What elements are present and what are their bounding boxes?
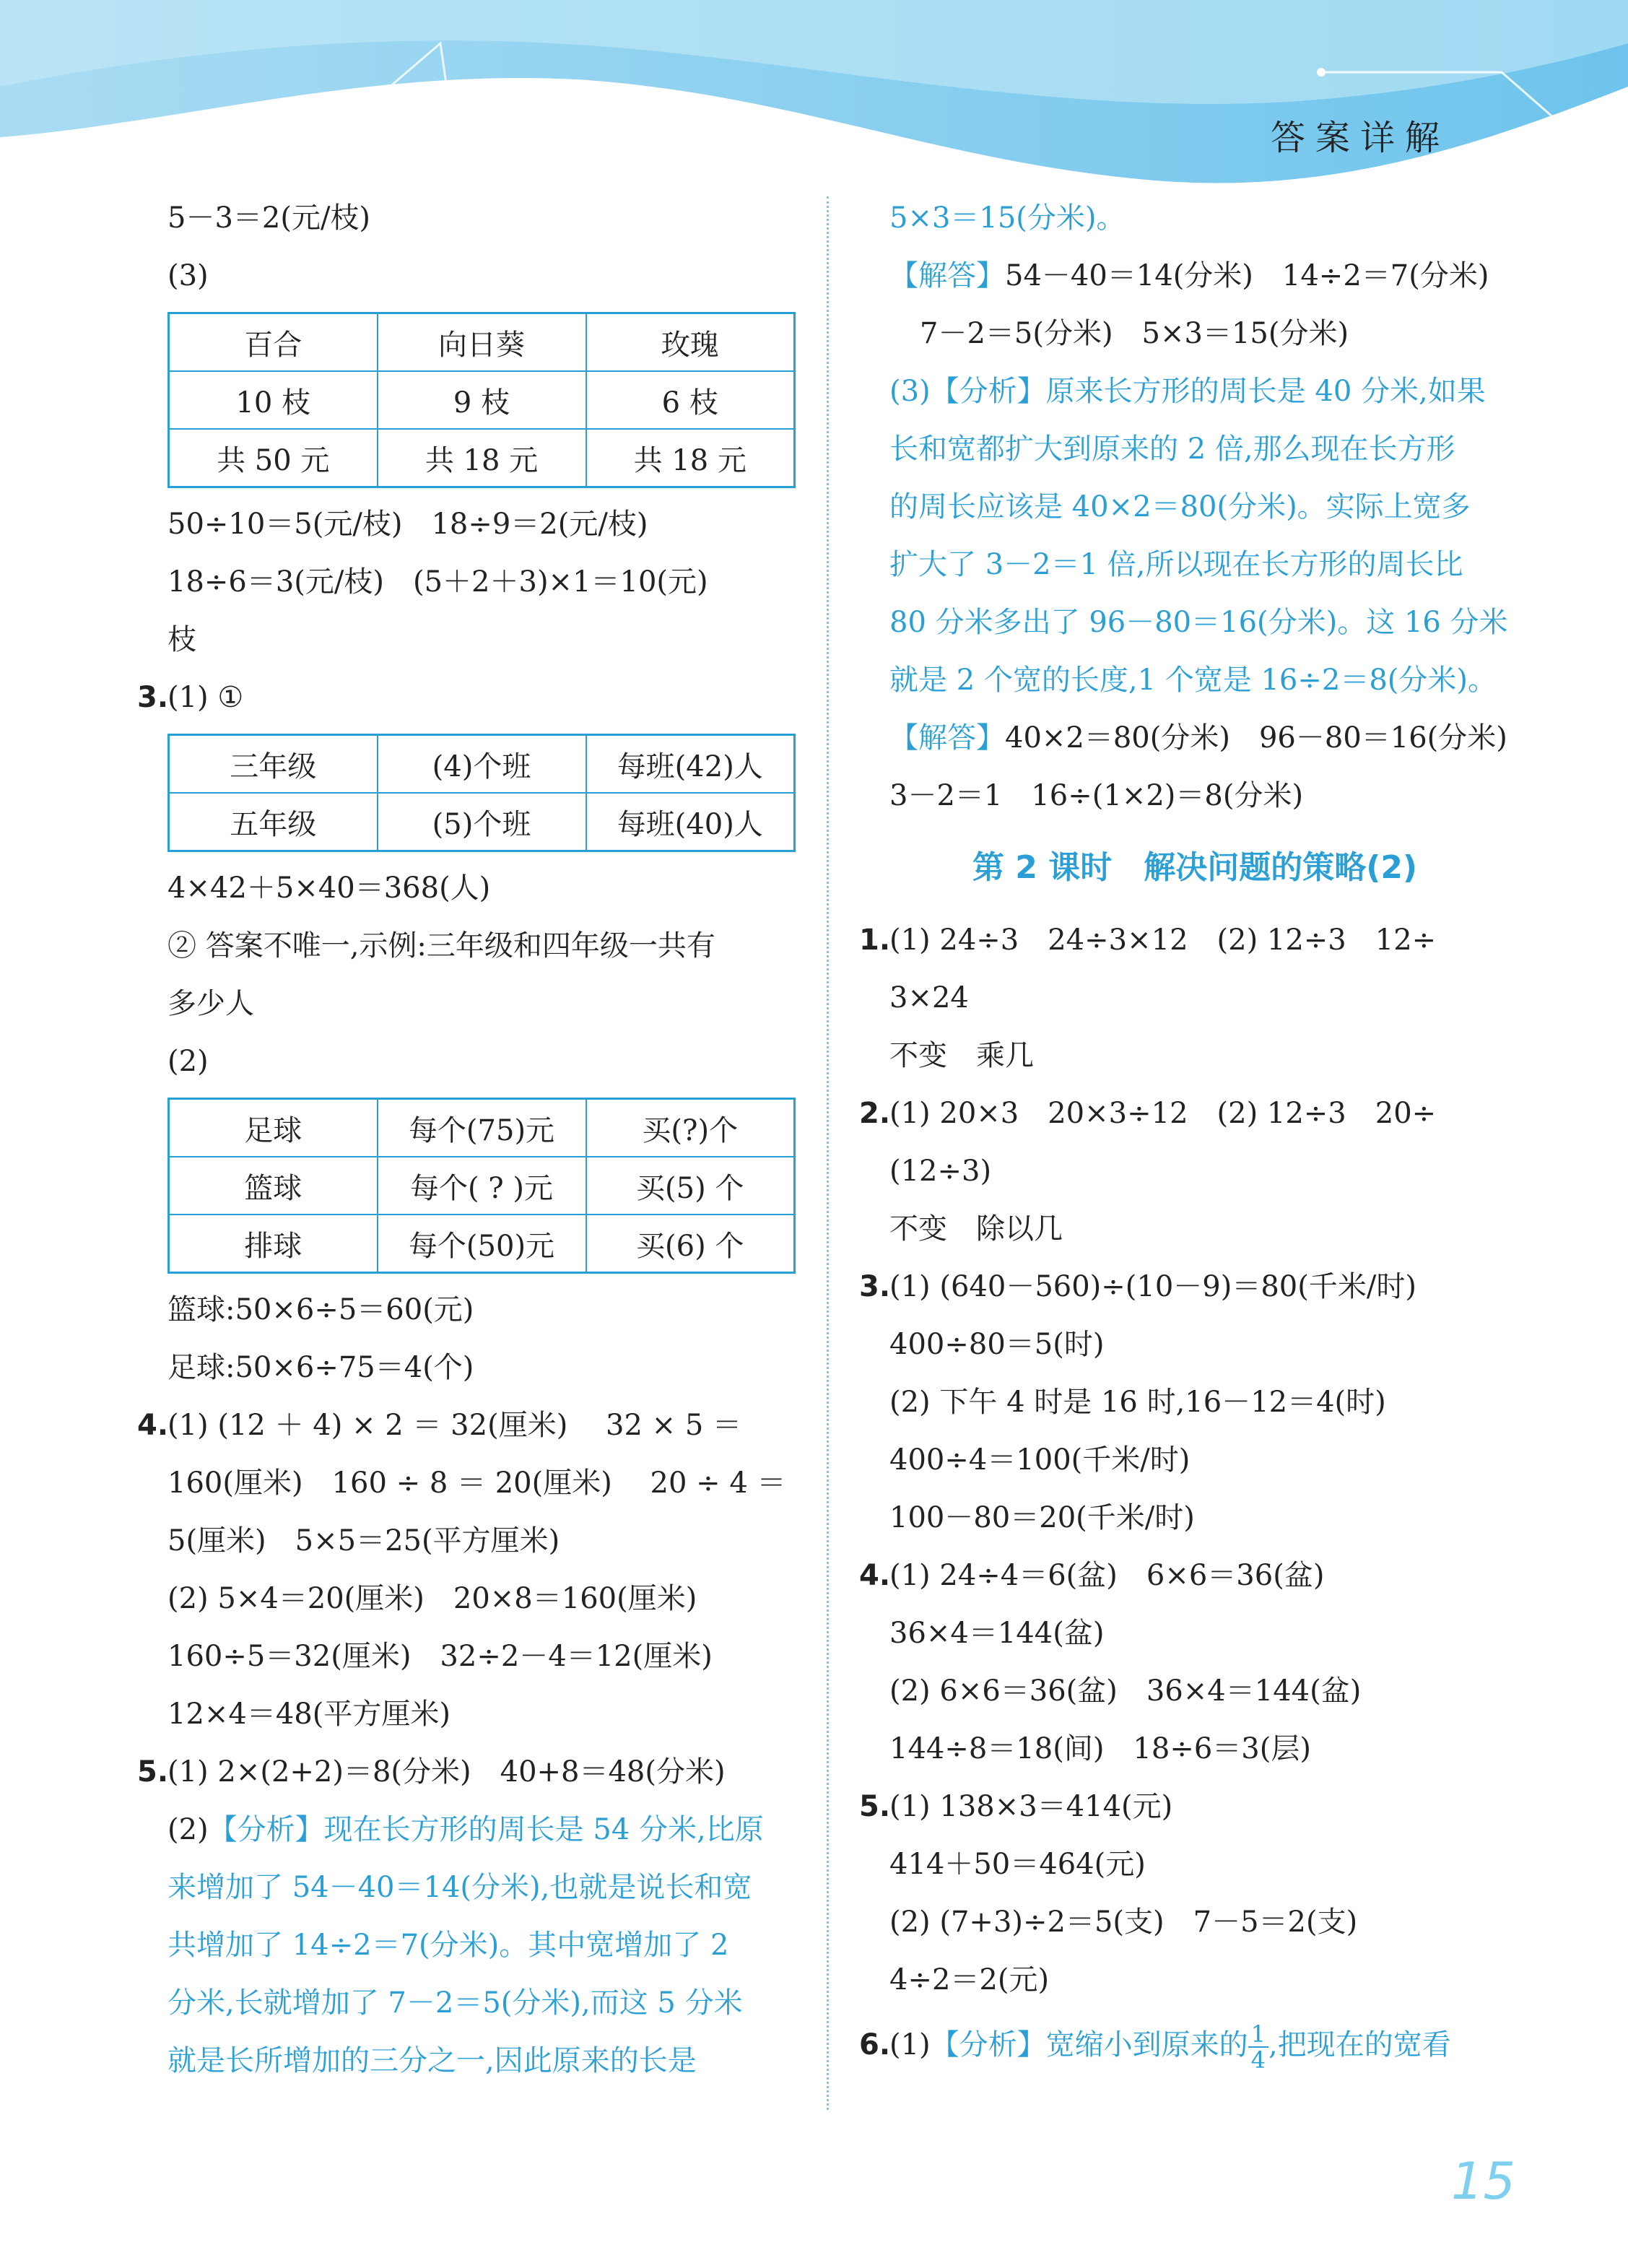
- question-number: 5.: [859, 1790, 891, 1823]
- part-label: (3): [889, 375, 931, 408]
- part-label: (1): [889, 2028, 931, 2061]
- answer-line: 4÷2＝2(元): [889, 1963, 1050, 1997]
- table-cell: 玫瑰: [586, 313, 795, 372]
- table-cell: 共 18 元: [586, 429, 795, 487]
- table-row: [169, 793, 795, 851]
- answer-line: 5－3＝2(元/枝): [167, 201, 371, 235]
- answer-line: 160÷5＝32(厘米) 32÷2－4＝12(厘米): [167, 1640, 713, 1673]
- question-number: 4.: [859, 1559, 891, 1592]
- table-cell: 每个(75)元: [378, 1099, 586, 1157]
- answer-text: (1) 24÷4＝6(盆) 6×6＝36(盆): [889, 1559, 1325, 1592]
- table-cell: (5)个班: [378, 793, 586, 851]
- fraction: [1248, 2022, 1268, 2072]
- table-cell: 买(5) 个: [586, 1157, 795, 1215]
- analysis-line: 长和宽都扩大到原来的 2 倍,那么现在长方形: [889, 433, 1455, 466]
- analysis-line: 共增加了 14÷2＝7(分米)。其中宽增加了 2: [167, 1929, 729, 1962]
- analysis-line: [859, 362, 1531, 420]
- table-cell: 9 枝: [378, 371, 586, 429]
- answer-line: 4×42＋5×40＝368(人): [167, 872, 491, 905]
- answer-line: 多少人: [167, 987, 254, 1020]
- answer-line: (2): [167, 1045, 209, 1078]
- analysis-text: ,把现在的宽看: [1268, 2028, 1451, 2061]
- analysis-tag: 【分析】: [208, 1813, 324, 1846]
- analysis-line: 分米,长就增加了 7－2＝5(分米),而这 5 分米: [167, 1986, 743, 2020]
- table-row: [169, 1215, 795, 1273]
- answer-text: (1) 138×3＝414(元): [889, 1790, 1173, 1823]
- question-5: [137, 1743, 801, 1801]
- table-row: [169, 735, 795, 794]
- right-column: [859, 189, 1531, 2081]
- table-cell: 篮球: [169, 1157, 378, 1215]
- page-number: 15: [1451, 2152, 1516, 2211]
- table-cell: 每个(50)元: [378, 1215, 586, 1273]
- answer-line: 篮球:50×6÷5＝60(元): [167, 1293, 474, 1326]
- analysis-line: 就是长所增加的三分之一,因此原来的长是: [167, 2044, 697, 2077]
- question-4: [137, 1396, 801, 1454]
- answer-text: (1) 20×3 20×3÷12 (2) 12÷3 20÷: [889, 1097, 1437, 1130]
- analysis-line: 的周长应该是 40×2＝80(分米)。实际上宽多: [889, 490, 1471, 523]
- table-cell: 百合: [169, 313, 378, 372]
- answer-line: 160(厘米) 160 ÷ 8 ＝ 20(厘米) 20 ÷ 4 ＝: [167, 1467, 786, 1500]
- answer-line: 12×4＝48(平方厘米): [167, 1698, 450, 1731]
- answer-line: 不变 乘几: [889, 1039, 1034, 1072]
- table-cell: 每班(40)人: [586, 793, 795, 851]
- answer-line: 100－80＝20(千米/时): [889, 1501, 1195, 1534]
- answer-line: 144÷8＝18(间) 18÷6＝3(层): [889, 1732, 1311, 1765]
- question-number: 3.: [137, 681, 169, 714]
- fraction-denominator: 4: [1250, 2046, 1266, 2074]
- answer-line: (2) 5×4＝20(厘米) 20×8＝160(厘米): [167, 1582, 697, 1615]
- left-column: [137, 189, 801, 2090]
- question-6: [859, 2009, 1531, 2081]
- column-divider: [827, 196, 829, 2110]
- analysis-line: 就是 2 个宽的长度,1 个宽是 16÷2＝8(分米)。: [889, 664, 1497, 697]
- question-1: [859, 911, 1531, 969]
- analysis-text: 宽缩小到原来的: [1045, 2028, 1248, 2061]
- table-cell: 6 枝: [586, 371, 795, 429]
- question-number: 1.: [859, 924, 891, 957]
- table-row: [169, 371, 795, 429]
- question-3: [137, 669, 801, 726]
- answer-line: (3): [167, 259, 209, 292]
- answer-text: (1) (12 ＋ 4) × 2 ＝ 32(厘米) 32 × 5 ＝: [167, 1409, 742, 1442]
- analysis-text: 现在长方形的周长是 54 分米,比原: [323, 1813, 764, 1846]
- solution-line: [859, 247, 1531, 305]
- solution-line: 7－2＝5(分米) 5×3＝15(分米): [920, 317, 1349, 350]
- answer-line: (12÷3): [889, 1155, 992, 1188]
- table-cell: 向日葵: [378, 313, 586, 372]
- answer-text: (1) 2×(2+2)＝8(分米) 40+8＝48(分米): [167, 1755, 726, 1789]
- question-3: [859, 1258, 1531, 1316]
- analysis-tag: 【分析】: [930, 375, 1046, 408]
- answer-line: 5(厘米) 5×5＝25(平方厘米): [167, 1524, 560, 1557]
- analysis-line: 5×3＝15(分米)。: [889, 201, 1126, 235]
- question-number: 5.: [137, 1755, 169, 1789]
- table-cell: 10 枝: [169, 371, 378, 429]
- analysis-tag: 【分析】: [930, 2028, 1046, 2061]
- answer-line: 枝: [167, 623, 196, 656]
- table-row: [169, 313, 795, 372]
- answer-line: 3×24: [889, 981, 969, 1014]
- table-cell: 五年级: [169, 793, 378, 851]
- answer-line: (2) (7+3)÷2＝5(支) 7－5＝2(支): [889, 1906, 1358, 1939]
- question-2: [859, 1085, 1531, 1142]
- answer-line: ② 答案不唯一,示例:三年级和四年级一共有: [167, 929, 715, 963]
- class-table: [167, 734, 796, 852]
- question-number: 4.: [137, 1409, 169, 1442]
- table-cell: 每个( ? )元: [378, 1157, 586, 1215]
- solution-tag: 【解答】: [889, 721, 1005, 755]
- fraction-numerator: 1: [1248, 2022, 1268, 2048]
- table-row: [169, 1099, 795, 1157]
- table-cell: 足球: [169, 1099, 378, 1157]
- solution-line: [859, 709, 1531, 767]
- analysis-text: 原来长方形的周长是 40 分米,如果: [1045, 375, 1486, 408]
- solution-text: 54－40＝14(分米) 14÷2＝7(分米): [1005, 259, 1489, 292]
- answer-line: 400÷80＝5(时): [889, 1328, 1105, 1361]
- answer-line: 36×4＝144(盆): [889, 1617, 1105, 1650]
- part-label: (2): [167, 1813, 209, 1846]
- analysis-line: [137, 1801, 801, 1859]
- analysis-line: 来增加了 54－40＝14(分米),也就是说长和宽: [167, 1871, 752, 1904]
- solution-text: 40×2＝80(分米) 96－80＝16(分米): [1005, 721, 1507, 755]
- answer-text: (1) ①: [167, 681, 244, 714]
- question-5: [859, 1778, 1531, 1835]
- header-title: 答案详解: [1271, 118, 1450, 158]
- solution-line: 3－2＝1 16÷(1×2)＝8(分米): [889, 779, 1304, 812]
- table-cell: 买(?)个: [586, 1099, 795, 1157]
- question-4: [859, 1547, 1531, 1604]
- answer-line: 414＋50＝464(元): [889, 1848, 1146, 1881]
- answer-text: (1) (640－560)÷(10－9)＝80(千米/时): [889, 1270, 1416, 1303]
- solution-tag: 【解答】: [889, 259, 1005, 292]
- table-cell: 三年级: [169, 735, 378, 794]
- table-cell: 共 18 元: [378, 429, 586, 487]
- answer-text: (1) 24÷3 24÷3×12 (2) 12÷3 12÷: [889, 924, 1437, 957]
- question-number: 2.: [859, 1097, 891, 1130]
- table-cell: 排球: [169, 1215, 378, 1273]
- section-title: 第 2 课时 解决问题的策略(2): [972, 849, 1418, 886]
- answer-line: 18÷6＝3(元/枝) (5＋2＋3)×1＝10(元): [167, 565, 708, 599]
- answer-line: (2) 6×6＝36(盆) 36×4＝144(盆): [889, 1674, 1362, 1708]
- table-row: [169, 1157, 795, 1215]
- analysis-line: 扩大了 3－2＝1 倍,所以现在长方形的周长比: [889, 548, 1463, 581]
- analysis-line: 80 分米多出了 96－80＝16(分米)。这 16 分米: [889, 606, 1508, 639]
- ball-table: [167, 1098, 796, 1274]
- answer-line: 50÷10＝5(元/枝) 18÷9＝2(元/枝): [167, 508, 648, 541]
- answer-line: 不变 除以几: [889, 1212, 1063, 1246]
- table-cell: 共 50 元: [169, 429, 378, 487]
- question-number: 6.: [859, 2028, 891, 2061]
- answer-line: 400÷4＝100(千米/时): [889, 1443, 1190, 1477]
- table-cell: 每班(42)人: [586, 735, 795, 794]
- table-row: [169, 429, 795, 487]
- table-cell: (4)个班: [378, 735, 586, 794]
- answer-line: 足球:50×6÷75＝4(个): [167, 1351, 474, 1384]
- answer-line: (2) 下午 4 时是 16 时,16－12＝4(时): [889, 1386, 1386, 1419]
- question-number: 3.: [859, 1270, 891, 1303]
- flower-table: [167, 312, 796, 488]
- header-wave-banner: [0, 0, 1628, 195]
- table-cell: 买(6) 个: [586, 1215, 795, 1273]
